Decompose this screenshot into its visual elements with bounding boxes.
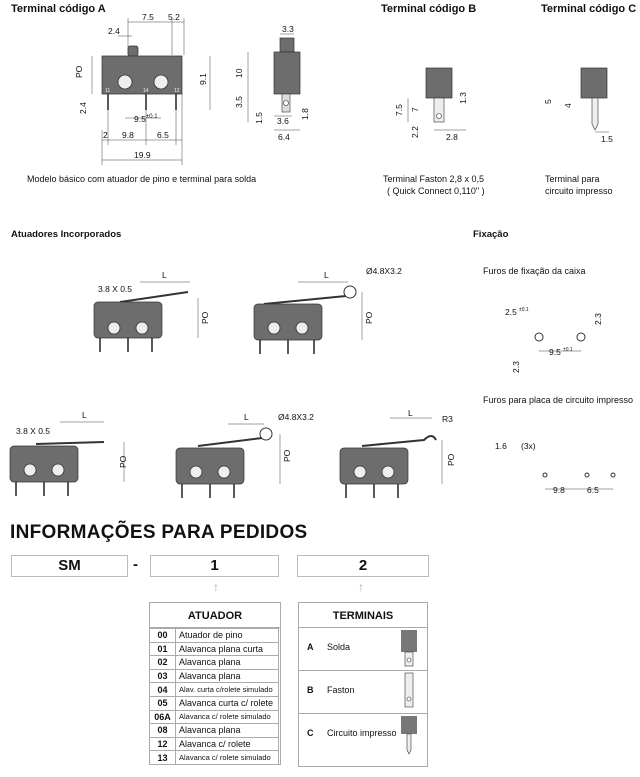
svg-text:L: L <box>408 408 413 418</box>
caption-circuito-2: circuito impresso <box>545 186 613 196</box>
svg-text:3.8 X 0.5: 3.8 X 0.5 <box>98 284 133 294</box>
dim-c-1-5: 1.5 <box>601 134 613 144</box>
side-view-drawing <box>230 24 310 154</box>
code-2: 2 <box>297 555 429 577</box>
table-row: 05 Alavanca curta c/ rolete <box>150 696 279 710</box>
table-row: B Faston <box>299 671 427 714</box>
dim-5-2: 5.2 <box>168 12 180 22</box>
svg-text:12: 12 <box>174 88 180 94</box>
svg-text:L: L <box>244 412 249 422</box>
dim-3-6: 3.6 <box>277 116 289 126</box>
svg-text:PO: PO <box>364 311 374 324</box>
terminais-table <box>298 602 428 767</box>
actuator-flat-lever <box>80 262 220 362</box>
caption-furos-caixa: Furos de fixação da caixa <box>483 266 586 276</box>
faston-terminal-icon <box>399 673 419 713</box>
svg-text:PO: PO <box>282 449 292 462</box>
dim-2: 2 <box>103 130 108 140</box>
dim-1-5: 1.5 <box>254 112 264 124</box>
terminal-c-drawing <box>545 60 615 170</box>
svg-text:2.5: 2.5 <box>505 307 517 317</box>
table-row: 02 Alavanca plana <box>150 656 279 670</box>
caption-furos-placa: Furos para placa de circuito impresso <box>483 395 634 405</box>
caption-faston-1: Terminal Faston 2,8 x 0,5 <box>383 174 485 184</box>
dim-2-4-top: 2.4 <box>108 26 120 36</box>
table-row: 12 Alavanca c/ rolete <box>150 737 279 751</box>
svg-text:L: L <box>82 410 87 420</box>
dim-po: PO <box>74 65 84 78</box>
dim-c-4: 4 <box>563 103 573 108</box>
svg-text:14: 14 <box>143 88 149 94</box>
actuator-short-roller <box>168 406 318 506</box>
switch-body <box>102 56 182 94</box>
svg-text:2.3: 2.3 <box>593 313 603 325</box>
code-sm: SM <box>11 555 128 577</box>
side-body <box>274 52 300 94</box>
dim-1-8: 1.8 <box>300 108 310 120</box>
dim-3-3: 3.3 <box>282 24 294 34</box>
header-fixacao: Fixação <box>473 229 509 240</box>
ordering-title: INFORMAÇÕES PARA PEDIDOS <box>10 522 308 543</box>
dim-3-5: 3.5 <box>234 96 244 108</box>
dim-b-1-3: 1.3 <box>458 92 468 104</box>
dim-2-4-left: 2.4 <box>78 102 88 114</box>
svg-text:6.5: 6.5 <box>587 485 599 495</box>
svg-text:2.3: 2.3 <box>511 361 521 373</box>
arrow-up-icon: ↑ <box>213 580 219 594</box>
svg-text:PO: PO <box>200 311 210 324</box>
header-terminal-c: Terminal código C <box>541 3 637 15</box>
table-row: 01 Alavanca plana curta <box>150 642 279 656</box>
caption-modelo: Modelo básico com atuador de pino e terminal para solda <box>27 174 257 184</box>
dim-b-2-8: 2.8 <box>446 132 458 142</box>
dim-9-8: 9.8 <box>122 130 134 140</box>
fixing-holes-drawing <box>485 295 635 385</box>
dim-c-5: 5 <box>543 99 553 104</box>
dim-b-7-5: 7.5 <box>394 104 404 116</box>
table-row: C Circuito impresso <box>299 714 427 756</box>
table-row: 04 Alav. curta c/rolete simulado <box>150 683 279 697</box>
svg-text:R3: R3 <box>442 414 453 424</box>
dim-b-2-2: 2.2 <box>410 126 420 138</box>
table-row: 06A Alavanca c/ rolete simulado <box>150 710 279 724</box>
table-row: 00 Atuador de pino <box>150 629 279 643</box>
dim-b-7: 7 <box>410 107 420 112</box>
header-terminal-b: Terminal código B <box>381 3 477 15</box>
actuator-roller-lever <box>238 262 402 362</box>
terminais-header: TERMINAIS <box>299 603 427 628</box>
actuator-long-lever <box>0 406 140 506</box>
atuador-table <box>149 602 281 765</box>
code-dash: - <box>133 556 138 573</box>
solder-terminal-icon <box>399 630 419 670</box>
caption-faston-2: ( Quick Connect 0,110" ) <box>387 186 485 196</box>
svg-text:L: L <box>162 270 167 280</box>
table-row: 03 Alavanca plana <box>150 669 279 683</box>
table-row: A Solda <box>299 628 427 671</box>
dim-19-9: 19.9 <box>134 150 151 160</box>
table-row: 08 Alavanca plana <box>150 724 279 738</box>
table-row: 13 Alavanca c/ rolete simulado <box>150 751 279 765</box>
dim-6-4: 6.4 <box>278 132 290 142</box>
terminal-b-drawing <box>380 60 480 170</box>
svg-text:±0.1: ±0.1 <box>563 347 573 353</box>
arrow-up-icon: ↑ <box>358 580 364 594</box>
header-terminal-a: Terminal código A <box>11 3 106 15</box>
svg-text:9.5: 9.5 <box>549 347 561 357</box>
svg-text:PO: PO <box>446 453 456 466</box>
svg-text:Ø4.8X3.2: Ø4.8X3.2 <box>278 412 314 422</box>
pcb-holes-drawing <box>495 435 635 505</box>
svg-text:L: L <box>324 270 329 280</box>
code-1: 1 <box>150 555 279 577</box>
svg-text:11: 11 <box>105 88 111 94</box>
atuador-header: ATUADOR <box>150 603 280 628</box>
svg-text:3.8 X 0.5: 3.8 X 0.5 <box>16 426 51 436</box>
dim-9-1: 9.1 <box>198 73 208 85</box>
pcb-terminal-icon <box>399 716 419 756</box>
caption-circuito-1: Terminal para <box>545 174 600 184</box>
dim-9-5: 9.5 <box>134 114 146 124</box>
svg-text:Ø4.8X3.2: Ø4.8X3.2 <box>366 266 402 276</box>
atuador-rows <box>150 629 279 765</box>
svg-text:1.6: 1.6 <box>495 441 507 451</box>
dim-6-5: 6.5 <box>157 130 169 140</box>
svg-text:PO: PO <box>118 455 128 468</box>
svg-text:9.8: 9.8 <box>553 485 565 495</box>
header-atuadores: Atuadores Incorporados <box>11 229 122 240</box>
dim-7-5: 7.5 <box>142 12 154 22</box>
actuator-simulated-roller <box>330 406 480 506</box>
svg-text:±0.1: ±0.1 <box>146 114 158 120</box>
svg-text:(3x): (3x) <box>521 441 536 451</box>
plunger <box>128 46 138 56</box>
dim-10: 10 <box>234 68 244 78</box>
svg-text:±0.1: ±0.1 <box>519 307 529 313</box>
